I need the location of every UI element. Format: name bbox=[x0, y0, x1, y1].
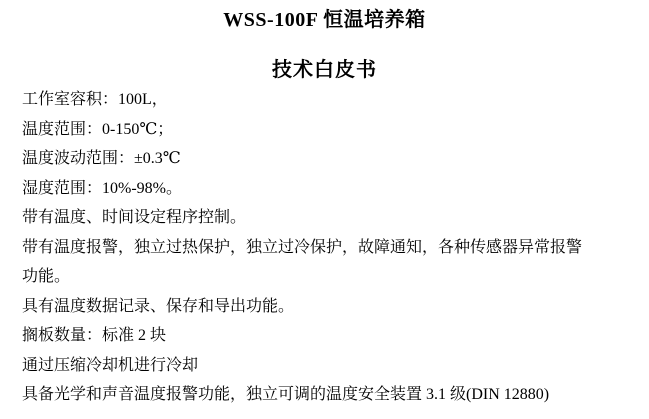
spec-line-compressor-cooling: 通过压缩冷却机进行冷却 bbox=[22, 356, 199, 374]
document-body bbox=[0, 85, 649, 410]
document-title: WSS-100F 恒温培养箱 bbox=[223, 9, 426, 31]
spec-line-work-chamber-volume: 工作室容积：100L， bbox=[22, 91, 168, 108]
spec-line-program-control: 带有温度、时间设定程序控制。 bbox=[22, 209, 247, 226]
spec-line-alarm-protection-wrap: 功能。 bbox=[22, 268, 71, 285]
spec-line-alarm-protection: 带有温度报警，独立过热保护，独立过冷保护，故障通知，各种传感器异常报警 bbox=[22, 238, 583, 256]
document-subtitle: 技术白皮书 bbox=[272, 59, 377, 81]
spec-line-safety-device: 具备光学和声音温度报警功能，独立可调的温度安全装置 3.1 级(DIN 12880) bbox=[22, 386, 550, 403]
spec-line-data-recording: 具有温度数据记录、保存和导出功能。 bbox=[22, 297, 295, 315]
spec-line-temperature-range: 温度范围：0-150℃； bbox=[22, 120, 174, 138]
spec-line-humidity-range: 湿度范围：10%-98%。 bbox=[22, 179, 182, 197]
spec-line-shelf-count: 搁板数量：标准 2 块 bbox=[22, 327, 167, 344]
spec-line-temperature-fluctuation: 温度波动范围：±0.3℃ bbox=[22, 150, 181, 167]
